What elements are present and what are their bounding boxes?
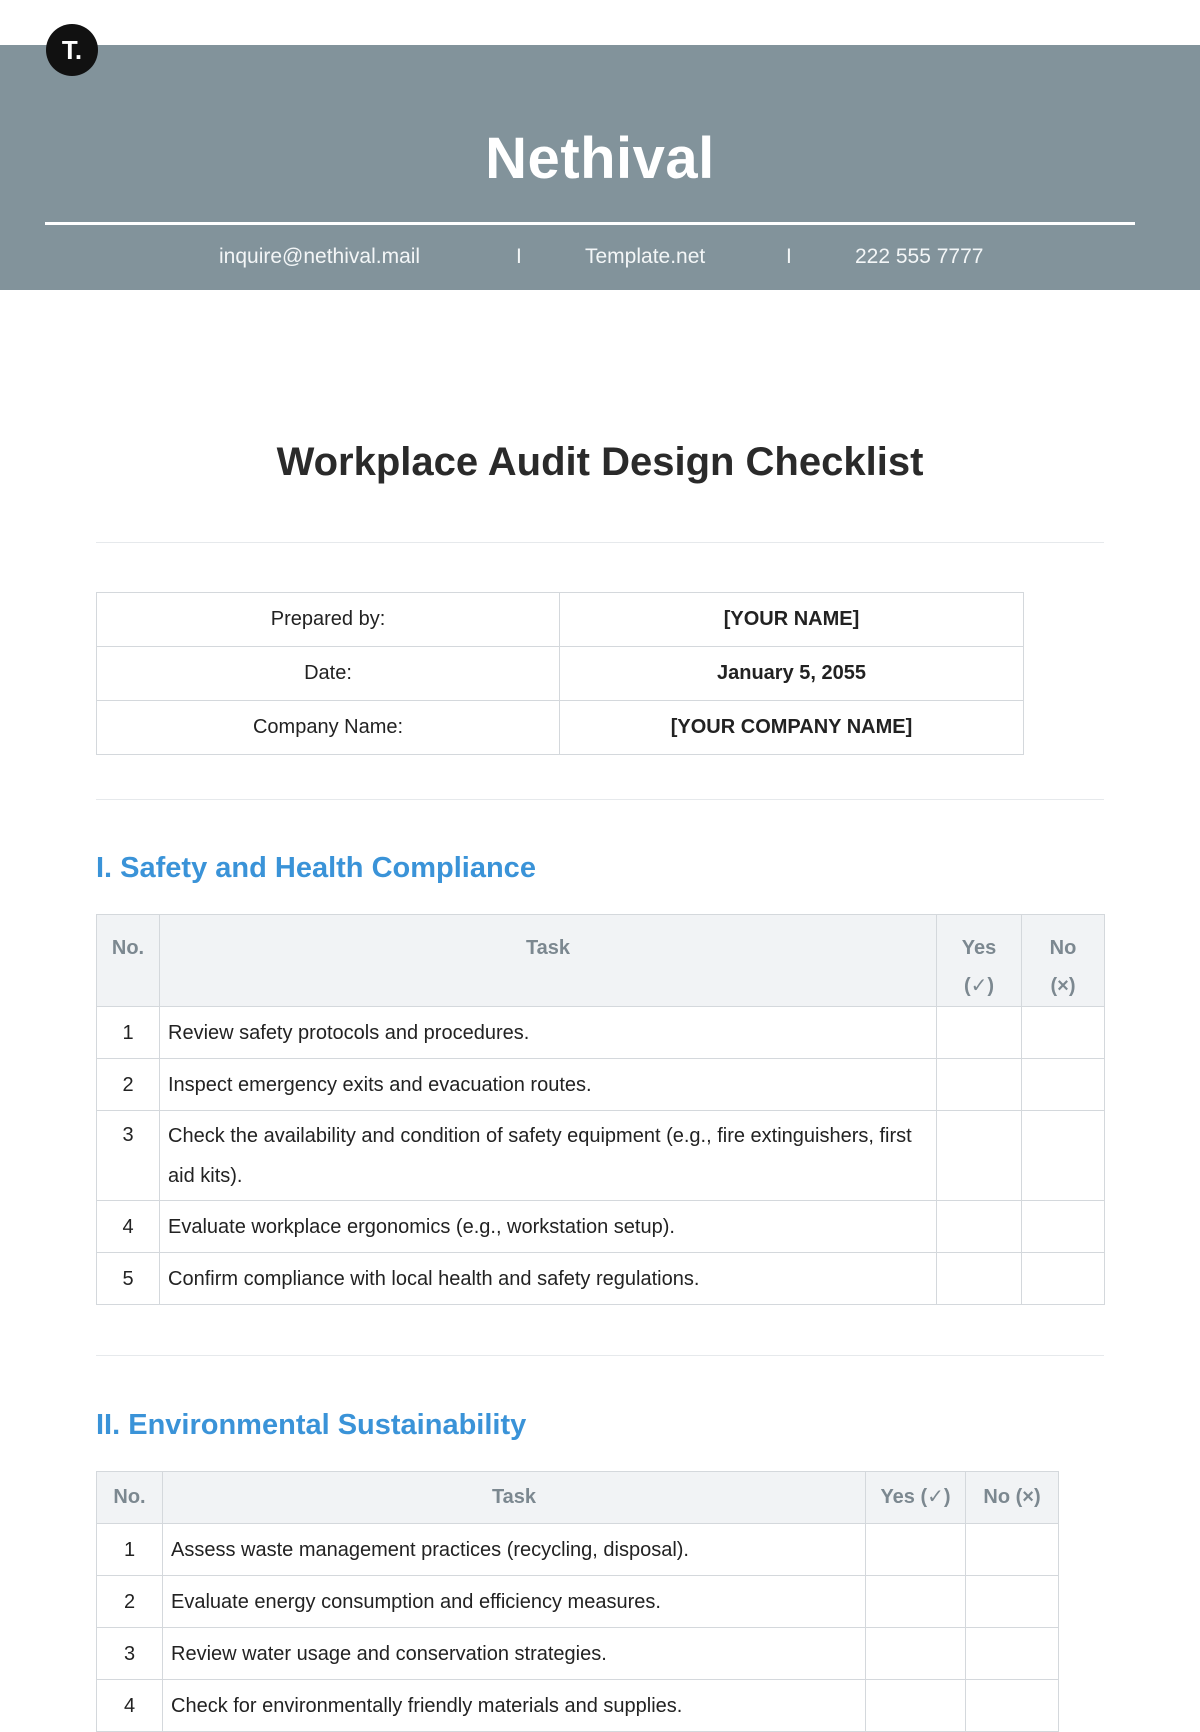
table-row (97, 1059, 1105, 1111)
environment-checklist-table (96, 1471, 1059, 1732)
row-number: 5 (97, 1253, 160, 1305)
yes-checkbox-cell[interactable] (937, 1059, 1022, 1111)
cross-mark-icon: (×) (1050, 975, 1076, 997)
row-number: 1 (97, 1007, 160, 1059)
template-logo-icon: T. (46, 24, 98, 76)
column-header-task: Task (163, 1472, 866, 1524)
yes-label: Yes (961, 937, 997, 959)
row-task: Review water usage and conservation strategies. (163, 1628, 866, 1680)
info-label: Date: (97, 647, 560, 701)
row-task: Check the availability and condition of safety equipment (e.g., fire extinguishers, first aid kits). (160, 1111, 937, 1201)
table-row (97, 1111, 1105, 1201)
section-title-environment: II. Environmental Sustainability (96, 1409, 527, 1441)
info-value-name[interactable]: [YOUR NAME] (560, 593, 1024, 647)
row-task: Evaluate energy consumption and efficiency measures. (163, 1576, 866, 1628)
column-header-task: Task (160, 915, 937, 1007)
info-row-company (97, 701, 1024, 755)
column-header-no-answer: No (×) (966, 1472, 1059, 1524)
row-task: Assess waste management practices (recycling, disposal). (163, 1524, 866, 1576)
row-task: Inspect emergency exits and evacuation routes. (160, 1059, 937, 1111)
column-header-no: No. (97, 915, 160, 1007)
contact-email[interactable]: inquire@nethival.mail (219, 245, 421, 268)
column-header-no: No. (97, 1472, 163, 1524)
table-row (97, 1201, 1105, 1253)
no-checkbox-cell[interactable] (1022, 1007, 1105, 1059)
no-checkbox-cell[interactable] (1022, 1253, 1105, 1305)
column-header-yes (937, 915, 1022, 1007)
row-number: 2 (97, 1059, 160, 1111)
column-header-no-answer (1022, 915, 1105, 1007)
yes-checkbox-cell[interactable] (866, 1628, 966, 1680)
no-checkbox-cell[interactable] (966, 1576, 1059, 1628)
info-value-date[interactable]: January 5, 2055 (560, 647, 1024, 701)
table-row (97, 1007, 1105, 1059)
table-row (97, 1680, 1059, 1732)
no-checkbox-cell[interactable] (1022, 1111, 1105, 1201)
row-task: Evaluate workplace ergonomics (e.g., workstation setup). (160, 1201, 937, 1253)
table-row (97, 1576, 1059, 1628)
letterhead-banner (0, 45, 1200, 290)
section-divider (96, 542, 1104, 543)
table-row (97, 1524, 1059, 1576)
no-checkbox-cell[interactable] (1022, 1201, 1105, 1253)
document-info-table (96, 592, 1024, 755)
contact-bar (0, 245, 1200, 275)
yes-checkbox-cell[interactable] (937, 1007, 1022, 1059)
row-task: Confirm compliance with local health and safety regulations. (160, 1253, 937, 1305)
info-label: Prepared by: (97, 593, 560, 647)
contact-website[interactable]: Template.net (585, 245, 706, 268)
company-brand-name: Nethival (485, 126, 715, 191)
section-divider (96, 799, 1104, 800)
safety-checklist-table (96, 914, 1105, 1305)
yes-checkbox-cell[interactable] (937, 1201, 1022, 1253)
row-number: 3 (97, 1628, 163, 1680)
row-number: 2 (97, 1576, 163, 1628)
info-row-date (97, 647, 1024, 701)
yes-checkbox-cell[interactable] (937, 1253, 1022, 1305)
table-row (97, 1628, 1059, 1680)
yes-checkbox-cell[interactable] (866, 1576, 966, 1628)
info-value-company[interactable]: [YOUR COMPANY NAME] (560, 701, 1024, 755)
section-divider (96, 1355, 1104, 1356)
contact-separator: I (786, 245, 792, 268)
info-row-prepared-by (97, 593, 1024, 647)
row-task: Check for environmentally friendly materials and supplies. (163, 1680, 866, 1732)
no-label: No (1049, 937, 1077, 959)
row-number: 4 (97, 1680, 163, 1732)
check-mark-icon: (✓) (963, 975, 995, 997)
row-number: 4 (97, 1201, 160, 1253)
yes-checkbox-cell[interactable] (866, 1680, 966, 1732)
info-label: Company Name: (97, 701, 560, 755)
no-checkbox-cell[interactable] (966, 1680, 1059, 1732)
yes-checkbox-cell[interactable] (866, 1524, 966, 1576)
no-checkbox-cell[interactable] (966, 1524, 1059, 1576)
no-checkbox-cell[interactable] (1022, 1059, 1105, 1111)
section-title-safety: I. Safety and Health Compliance (96, 852, 536, 884)
contact-separator: I (516, 245, 522, 268)
yes-checkbox-cell[interactable] (937, 1111, 1022, 1201)
contact-phone[interactable]: 222 555 7777 (855, 245, 984, 268)
row-task: Review safety protocols and procedures. (160, 1007, 937, 1059)
header-divider (45, 222, 1135, 225)
document-title: Workplace Audit Design Checklist (276, 440, 924, 484)
table-row (97, 1253, 1105, 1305)
no-checkbox-cell[interactable] (966, 1628, 1059, 1680)
table-header-row (97, 915, 1105, 1007)
row-number: 1 (97, 1524, 163, 1576)
row-number: 3 (97, 1111, 160, 1201)
column-header-yes: Yes (✓) (866, 1472, 966, 1524)
table-header-row (97, 1472, 1059, 1524)
